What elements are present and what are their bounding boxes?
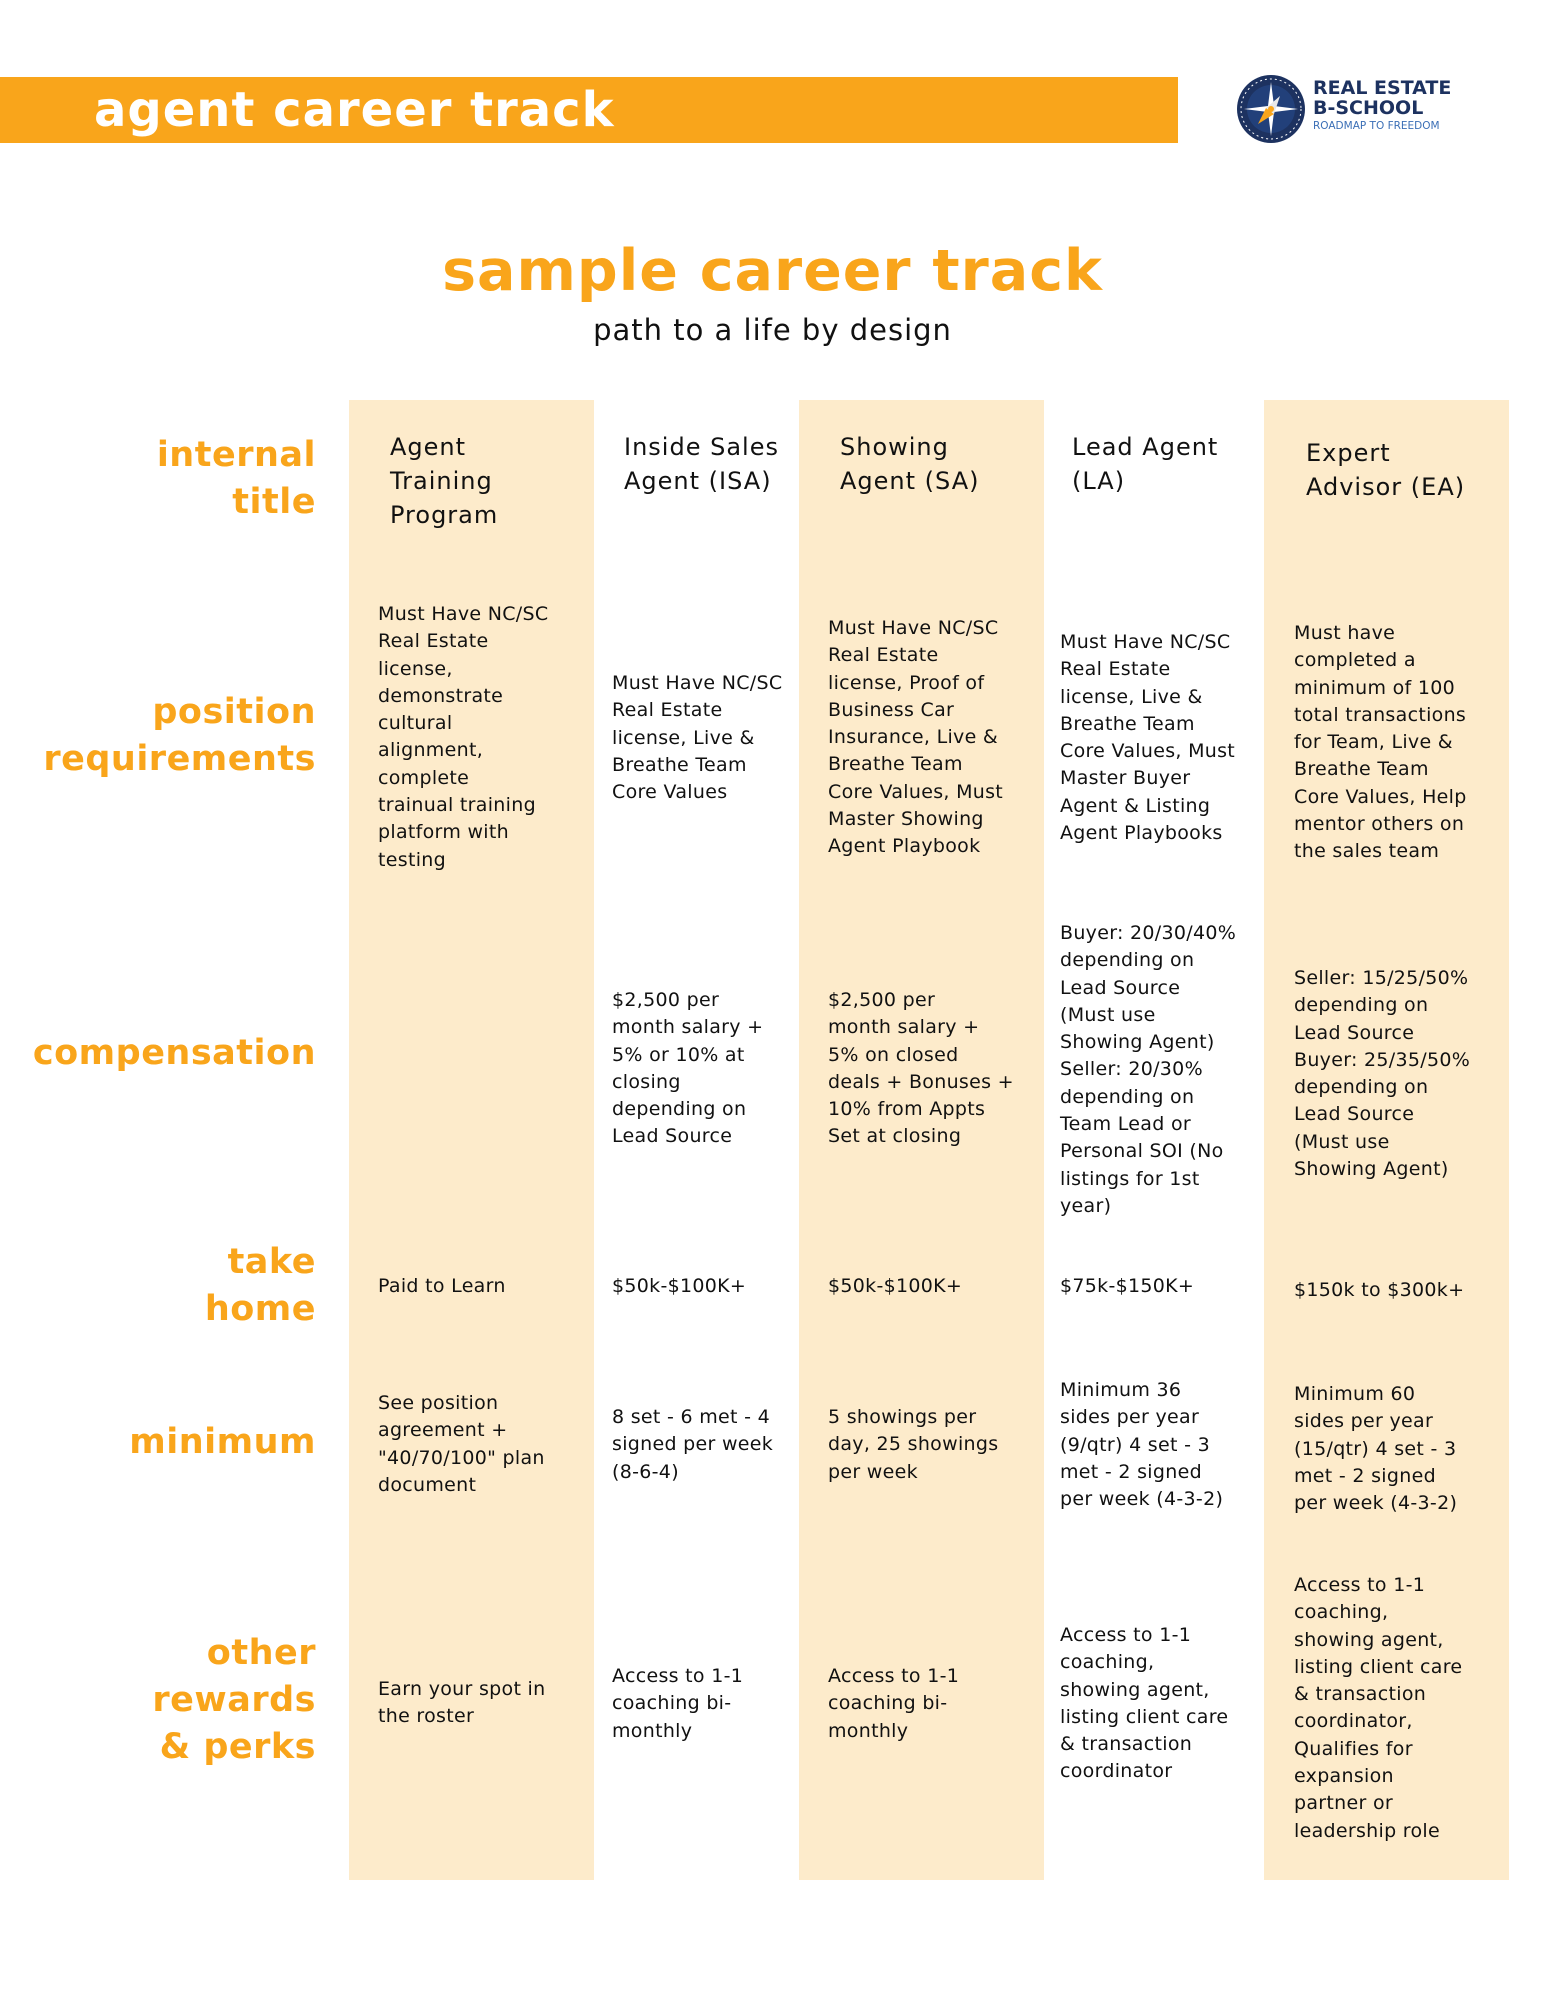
cell-requirements-la: Must Have NC/SC Real Estate license, Live & Breathe Team Core Values, Must Master Buyer Agent & Listing Agent Playbooks <box>1060 631 1236 845</box>
cell-rewards-ea: Access to 1-1 coaching, showing agent, listing client care & transaction coordinator, Qualifies for expansion partner or leadership role <box>1294 1574 1463 1842</box>
column-header-isa: Inside Sales Agent (ISA) <box>624 433 779 495</box>
cell-compensation-ea: Seller: 15/25/50% depending on Lead Source Buyer: 25/35/50% depending on Lead Source (Must use Showing Agent) <box>1294 967 1471 1181</box>
row-label-text: position requirements <box>43 692 316 779</box>
cell-requirements-ea: Must have completed a minimum of 100 total transactions for Team, Live & Breathe Team Core Values, Help mentor others on the sales team <box>1294 622 1467 863</box>
page-subtitle: path to a life by design <box>593 313 952 347</box>
column-header-agent-training: Agent Training Program <box>390 433 499 529</box>
header-banner <box>0 77 1178 143</box>
cell-minimum-sa: 5 showings per day, 25 showings per week <box>828 1406 999 1483</box>
logo <box>1236 72 1526 148</box>
cell-take-home-isa: $50k-$100K+ <box>612 1275 747 1297</box>
row-label-text: minimum <box>129 1422 316 1462</box>
cell-minimum-la: Minimum 36 sides per year (9/qtr) 4 set - 3 met - 2 signed per week (4-3-2) <box>1060 1379 1224 1511</box>
row-label-compensation <box>20 1030 316 1077</box>
cell-rewards-training: Earn your spot in the roster <box>378 1678 546 1728</box>
cell-rewards-isa: Access to 1-1 coaching bi- monthly <box>612 1665 744 1742</box>
row-label-position-requirements <box>20 689 316 783</box>
cell-minimum-training: See position agreement + "40/70/100" plan document <box>378 1392 545 1496</box>
cell-compensation-isa: $2,500 per month salary + 5% or 10% at closing depending on Lead Source <box>612 989 764 1148</box>
logo-name-line2: B-SCHOOL <box>1313 97 1424 119</box>
cell-requirements-isa: Must Have NC/SC Real Estate license, Live & Breathe Team Core Values <box>612 672 783 804</box>
cell-requirements-sa: Must Have NC/SC Real Estate license, Proof of Business Car Insurance, Live & Breathe Team Core Values, Must Master Showing Agent Playbook <box>828 617 1004 858</box>
cell-compensation-sa: $2,500 per month salary + 5% on closed deals + Bonuses + 10% from Appts Set at closing <box>828 989 1014 1148</box>
row-label-text: compensation <box>32 1033 316 1073</box>
row-label-minimum <box>20 1419 316 1466</box>
cell-rewards-la: Access to 1-1 coaching, showing agent, listing client care & transaction coordinator <box>1060 1624 1229 1783</box>
cell-take-home-training: Paid to Learn <box>378 1275 506 1297</box>
row-label-text: internal title <box>156 435 316 522</box>
page-title: sample career track <box>442 238 1103 304</box>
column-header-sa: Showing Agent (SA) <box>840 433 980 495</box>
banner-title: agent career track <box>94 82 615 138</box>
row-label-text: other rewards & perks <box>152 1633 316 1767</box>
cell-take-home-ea: $150k to $300k+ <box>1294 1279 1465 1301</box>
compass-logo-icon <box>1236 74 1306 144</box>
logo-tagline: ROADMAP TO FREEDOM <box>1313 120 1440 132</box>
column-header-la: Lead Agent (LA) <box>1072 433 1219 495</box>
row-label-take-home <box>20 1239 316 1333</box>
cell-take-home-sa: $50k-$100K+ <box>828 1275 963 1297</box>
logo-name-line1: REAL ESTATE <box>1313 77 1452 99</box>
cell-rewards-sa: Access to 1-1 coaching bi- monthly <box>828 1665 960 1742</box>
cell-minimum-isa: 8 set - 6 met - 4 signed per week (8-6-4) <box>612 1406 774 1483</box>
cell-take-home-la: $75k-$150K+ <box>1060 1275 1195 1297</box>
logo-name <box>1313 78 1451 118</box>
column-header-ea: Expert Advisor (EA) <box>1306 439 1466 501</box>
row-label-text: take home <box>204 1242 316 1329</box>
cell-compensation-la: Buyer: 20/30/40% depending on Lead Source (Must use Showing Agent) Seller: 20/30% depending on Team Lead or Personal SOI (No listings for 1st year) <box>1060 922 1237 1217</box>
cell-minimum-ea: Minimum 60 sides per year (15/qtr) 4 set - 3 met - 2 signed per week (4-3-2) <box>1294 1383 1458 1515</box>
row-label-internal-title <box>20 432 316 526</box>
cell-requirements-training: Must Have NC/SC Real Estate license, demonstrate cultural alignment, complete trainual training platform with testing <box>378 603 549 871</box>
row-label-other-rewards <box>20 1630 316 1771</box>
